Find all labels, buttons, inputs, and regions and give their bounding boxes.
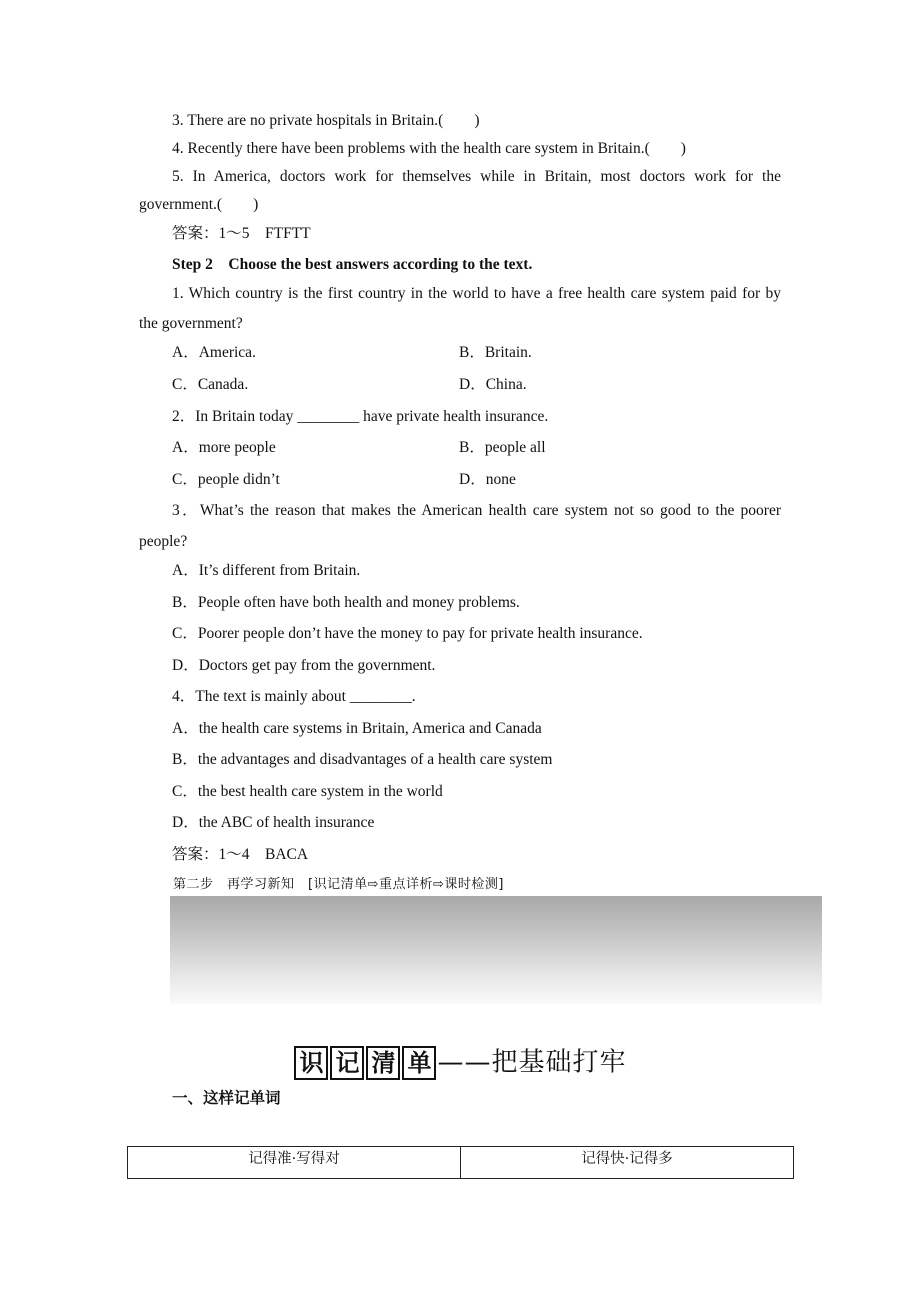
title-rest: ——把基础打牢 xyxy=(437,1047,627,1078)
q2-option-d: D．none xyxy=(459,471,516,488)
q3-option-d: D．Doctors get pay from the government. xyxy=(172,657,436,674)
q1-option-a: A．America. xyxy=(172,344,256,361)
q2-option-a: A．more people xyxy=(172,439,276,456)
q2-option-c: C．people didn’t xyxy=(172,471,280,488)
title-char-2: 记 xyxy=(330,1046,364,1080)
q4-option-a: A．the health care systems in Britain, America and Canada xyxy=(172,720,542,737)
q4-option-c: C．the best health care system in the world xyxy=(172,783,443,800)
vocab-table xyxy=(127,1146,794,1179)
title-char-4: 单 xyxy=(402,1046,436,1080)
step2-q2: 2．In Britain today ________ have private health insurance. xyxy=(172,408,549,425)
table-header-cell-1: 记得准·写得对 xyxy=(128,1147,461,1179)
q1-option-b: B．Britain. xyxy=(459,344,532,361)
gradient-banner xyxy=(170,896,822,1004)
question-5-tf-line2: government.( ) xyxy=(139,196,259,213)
q4-option-b: B．the advantages and disadvantages of a health care system xyxy=(172,751,553,768)
step2-q1-line2: the government? xyxy=(139,315,243,332)
step2-q1-line1: 1. Which country is the first country in the world to have a free health care system paid for by xyxy=(172,285,781,302)
question-3-tf: 3. There are no private hospitals in Britain.( ) xyxy=(172,112,480,129)
q3-option-b: B．People often have both health and money problems. xyxy=(172,594,520,611)
answer-key-step2: 答案：1～4 BACA xyxy=(172,846,309,863)
q2-option-b: B．people all xyxy=(459,439,546,456)
table-header-row xyxy=(128,1147,794,1179)
step2-q3-line1: 3．What’s the reason that makes the American health care system not so good to the poorer xyxy=(172,502,781,519)
question-4-tf: 4. Recently there have been problems with the health care system in Britain.( ) xyxy=(172,140,686,157)
q1-option-c: C．Canada. xyxy=(172,376,249,393)
step2-q4: 4．The text is mainly about ________. xyxy=(172,688,416,705)
answer-key-part1: 答案：1～5 FTFTT xyxy=(172,225,311,242)
question-5-tf-line1: 5. In America, doctors work for themselves while in Britain, most doctors work for the xyxy=(172,168,781,185)
vocab-heading: 一、这样记单词 xyxy=(172,1089,281,1107)
table-header-cell-2: 记得快·记得多 xyxy=(461,1147,794,1179)
q3-option-a: A．It’s different from Britain. xyxy=(172,562,361,579)
title-char-1: 识 xyxy=(294,1046,328,1080)
q4-option-d: D．the ABC of health insurance xyxy=(172,814,375,831)
section-step-line: 第二步 再学习新知 [识记清单⇨重点详析⇨课时检测] xyxy=(173,877,504,892)
step2-heading: Step 2 Choose the best answers according to the text. xyxy=(172,256,533,273)
q3-option-c: C．Poorer people don’t have the money to pay for private health insurance. xyxy=(172,625,643,642)
q1-option-d: D．China. xyxy=(459,376,527,393)
section-title xyxy=(0,1042,920,1083)
title-char-3: 清 xyxy=(366,1046,400,1080)
step2-q3-line2: people? xyxy=(139,533,188,550)
